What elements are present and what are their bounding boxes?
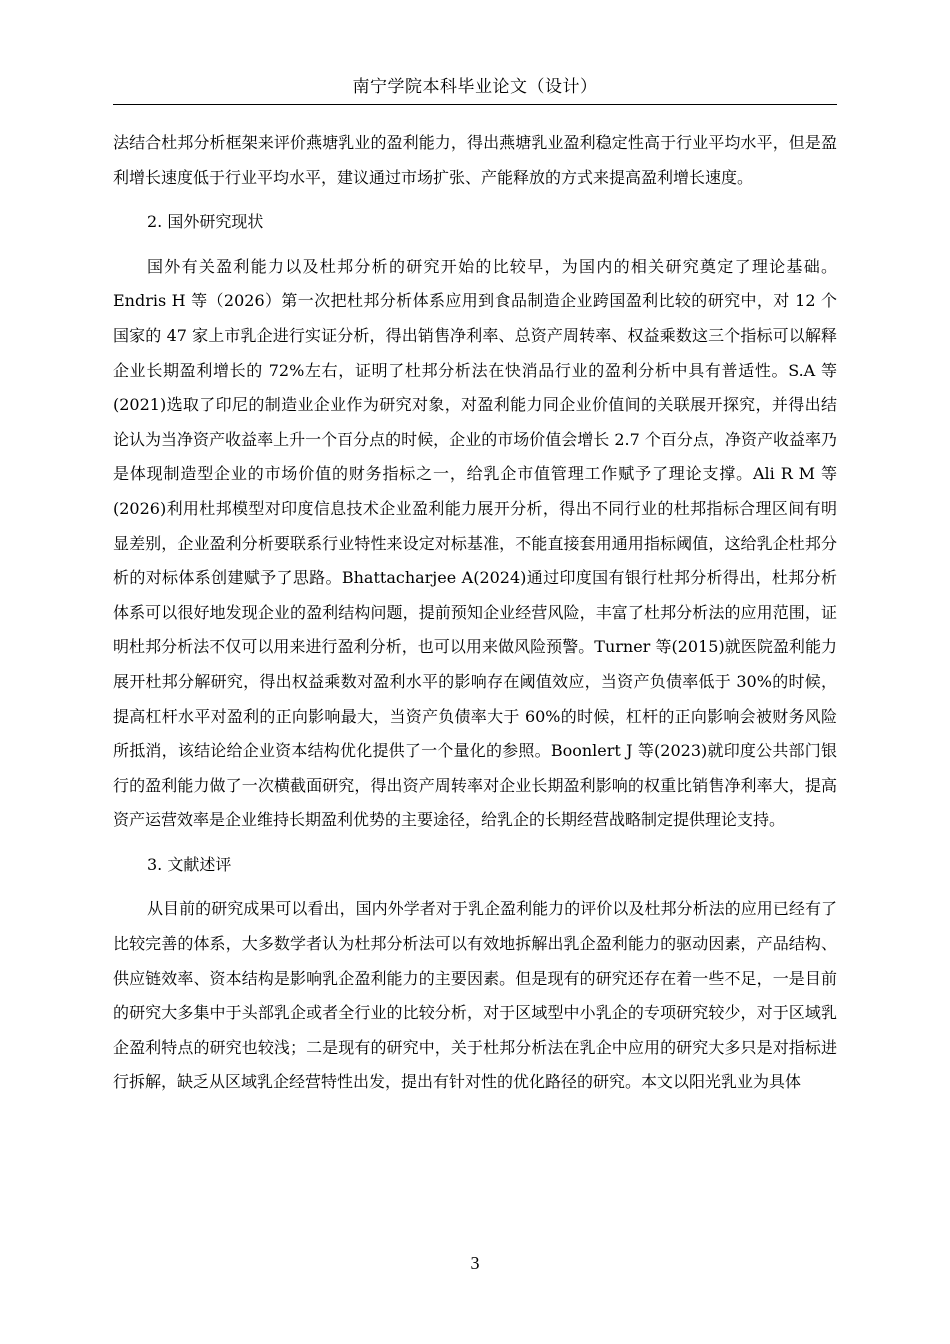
header-title: 南宁学院本科毕业论文（设计） [352,77,598,97]
page-number: 3 [470,1253,480,1273]
literature-review-paragraph: 从目前的研究成果可以看出，国内外学者对于乳企盈利能力的评价以及杜邦分析法的应用已经有了比较完善的体系，大多数学者认为杜邦分析法可以有效地拆解出乳企盈利能力的驱动因素，产品结构、供应链效率、资本结构是影响乳企盈利能力的主要因素。但是现有的研究还存在着一些不足，一是目前的研究大多集中于头部乳企或者全行业的比较分析，对于区域型中小乳企的专项研究较少，对于区域乳企盈利特点的研究也较浅；二是现有的研究中，关于杜邦分析法在乳企中应用的研究大多只是对指标进行拆解，缺乏从区域乳企经营特性出发，提出有针对性的优化路径的研究。本文以阳光乳业为具体 [113,899,837,1092]
spacer [113,882,837,892]
page-body [113,126,837,1100]
section-heading-literature-review: 3. 文献述评 [147,854,232,874]
page-header [113,72,837,105]
section-heading-foreign-research: 2. 国外研究现状 [147,212,264,232]
continued-paragraph: 法结合杜邦分析框架来评价燕塘乳业的盈利能力，得出燕塘乳业盈利稳定性高于行业平均水平，但是盈利增长速度低于行业平均水平，建议通过市场扩张、产能释放的方式来提高盈利增长速度。 [113,133,837,187]
spacer [113,240,837,250]
foreign-research-paragraph: 国外有关盈利能力以及杜邦分析的研究开始的比较早，为国内的相关研究奠定了理论基础。Endris H 等（2026）第一次把杜邦分析体系应用到食品制造企业跨国盈利比较的研究中，对 12 个国家的 47 家上市乳企进行实证分析，得出销售净利率、总资产周转率、权益乘数这三个指标可以解释企业长期盈利增长的 72%左右，证明了杜邦分析法在快消品行业的盈利分析中具有普适性。S.A 等(2021)选取了印尼的制造业企业作为研究对象，对盈利能力同企业价值间的关联展开探究，并得出结论认为当净资产收益率上升一个百分点的时候，企业的市场价值会增长 2.7 个百分点，净资产收益率乃是体现制造型企业的市场价值的财务指标之一，给乳企市值管理工作赋予了理论支撑。Ali R M 等(2026)利用杜邦模型对印度信息技术企业盈利能力展开分析，得出不同行业的杜邦指标合理区间有明显差别，企业盈利分析要联系行业特性来设定对标基准，不能直接套用通用指标阈值，这给乳企杜邦分析的对标体系创建赋予了思路。Bhattacharjee A(2024)通过印度国有银行杜邦分析得出，杜邦分析体系可以很好地发现企业的盈利结构问题，提前预知企业经营风险，丰富了杜邦分析法的应用范围，证明杜邦分析法不仅可以用来进行盈利分析，也可以用来做风险预警。Turner 等(2015)就医院盈利能力展开杜邦分解研究，得出权益乘数对盈利水平的影响存在阈值效应，当资产负债率低于 30%的时候，提高杠杆水平对盈利的正向影响最大，当资产负债率大于 60%的时候，杠杆的正向影响会被财务风险所抵消，该结论给企业资本结构优化提供了一个量化的参照。Boonlert J 等(2023)就印度公共部门银行的盈利能力做了一次横截面研究，得出资产周转率对企业长期盈利影响的权重比销售净利率大，提高资产运营效率是企业维持长期盈利优势的主要途径，给乳企的长期经营战略制定提供理论支持。 [113,256,837,830]
spacer [113,838,837,848]
spacer [113,195,837,205]
